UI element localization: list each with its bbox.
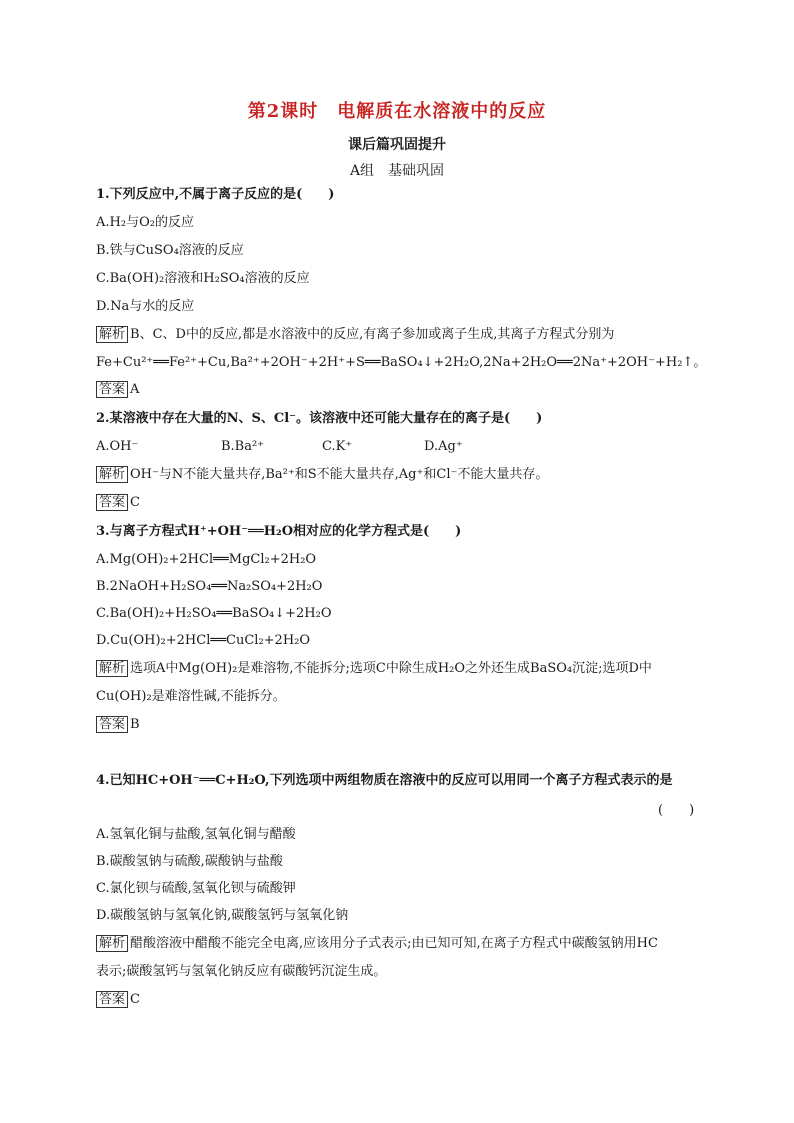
q2-analysis <box>96 466 548 484</box>
q4-option-a: A.氢氧化铜与盐酸,氢氧化铜与醋酸 <box>96 827 296 842</box>
q2-option-c: C.K⁺ <box>322 439 353 454</box>
q1-option-d: D.Na与水的反应 <box>96 299 195 314</box>
section-subtitle: 课后篇巩固提升 <box>348 137 446 153</box>
q2-option-d: D.Ag⁺ <box>424 439 463 454</box>
q3-option-a: A.Mg(OH)₂+2HCl══MgCl₂+2H₂O <box>96 552 317 567</box>
group-heading: A组 基础巩固 <box>349 163 445 179</box>
analysis-label: 解析 <box>96 935 128 952</box>
q2-analysis-text: OH⁻与N不能大量共存,Ba²⁺和S不能大量共存,Ag⁺和Cl⁻不能大量共存。 <box>130 467 549 482</box>
q3-analysis-continued: Cu(OH)₂是难溶性碱,不能拆分。 <box>96 689 286 704</box>
answer-label: 答案 <box>96 716 128 733</box>
q4-option-d: D.碳酸氢钠与氢氧化钠,碳酸氢钙与氢氧化钠 <box>96 908 349 923</box>
q4-answer-value: C <box>130 992 140 1007</box>
answer-label: 答案 <box>96 991 128 1008</box>
q1-option-b: B.铁与CuSO₄溶液的反应 <box>96 243 244 258</box>
q1-option-a: A.H₂与O₂的反应 <box>96 215 194 230</box>
q4-answer-blank: ( ) <box>658 803 695 818</box>
q1-answer-value: A <box>130 382 140 397</box>
q3-stem: 3.与离子方程式H⁺+OH⁻══H₂O相对应的化学方程式是( ) <box>96 524 462 539</box>
q3-option-d: D.Cu(OH)₂+2HCl══CuCl₂+2H₂O <box>96 633 311 648</box>
q4-analysis-continued: 表示;碳酸氢钙与氢氧化钠反应有碳酸钙沉淀生成。 <box>96 964 387 979</box>
answer-label: 答案 <box>96 494 128 511</box>
analysis-label: 解析 <box>96 466 128 483</box>
q2-stem: 2.某溶液中存在大量的N、S、Cl⁻。该溶液中还可能大量存在的离子是( ) <box>96 411 543 426</box>
q1-stem: 1.下列反应中,不属于离子反应的是( ) <box>96 187 335 202</box>
q4-answer <box>96 991 140 1009</box>
q4-stem: 4.已知HC+OH⁻══C+H₂O,下列选项中两组物质在溶液中的反应可以用同一个离子方程式表示的是 <box>96 773 673 788</box>
q3-answer <box>96 716 140 734</box>
q2-option-a: A.OH⁻ <box>96 439 139 454</box>
answer-label: 答案 <box>96 381 128 398</box>
q1-option-c: C.Ba(OH)₂溶液和H₂SO₄溶液的反应 <box>96 271 310 286</box>
q3-analysis <box>96 660 652 678</box>
page-title: 第2课时 电解质在水溶液中的反应 <box>247 101 547 122</box>
analysis-label: 解析 <box>96 660 128 677</box>
q3-analysis-text: 选项A中Mg(OH)₂是难溶物,不能拆分;选项C中除生成H₂O之外还生成BaSO₄沉淀;选项D中 <box>130 661 652 676</box>
q4-analysis <box>96 935 658 953</box>
q3-option-c: C.Ba(OH)₂+H₂SO₄══BaSO₄↓+2H₂O <box>96 606 332 621</box>
q2-option-b: B.Ba²⁺ <box>221 439 265 454</box>
q4-option-c: C.氯化钡与硫酸,氢氧化钡与硫酸钾 <box>96 881 296 896</box>
q4-analysis-text: 醋酸溶液中醋酸不能完全电离,应该用分子式表示;由已知可知,在离子方程式中碳酸氢钠用HC <box>130 936 658 951</box>
q3-option-b: B.2NaOH+H₂SO₄══Na₂SO₄+2H₂O <box>96 579 323 594</box>
q1-answer <box>96 381 139 399</box>
q1-analysis-text: B、C、D中的反应,都是水溶液中的反应,有离子参加或离子生成,其离子方程式分别为 <box>130 327 615 342</box>
q1-analysis-continued: Fe+Cu²⁺══Fe²⁺+Cu,Ba²⁺+2OH⁻+2H⁺+S══BaSO₄↓+2H₂O,2Na+2H₂O══2Na⁺+2OH⁻+H₂↑。 <box>96 355 707 370</box>
q2-answer <box>96 494 140 512</box>
q4-option-b: B.碳酸氢钠与硫酸,碳酸钠与盐酸 <box>96 854 283 869</box>
analysis-label: 解析 <box>96 326 128 343</box>
q3-answer-value: B <box>130 717 140 732</box>
q1-analysis <box>96 326 614 344</box>
q2-answer-value: C <box>130 495 140 510</box>
